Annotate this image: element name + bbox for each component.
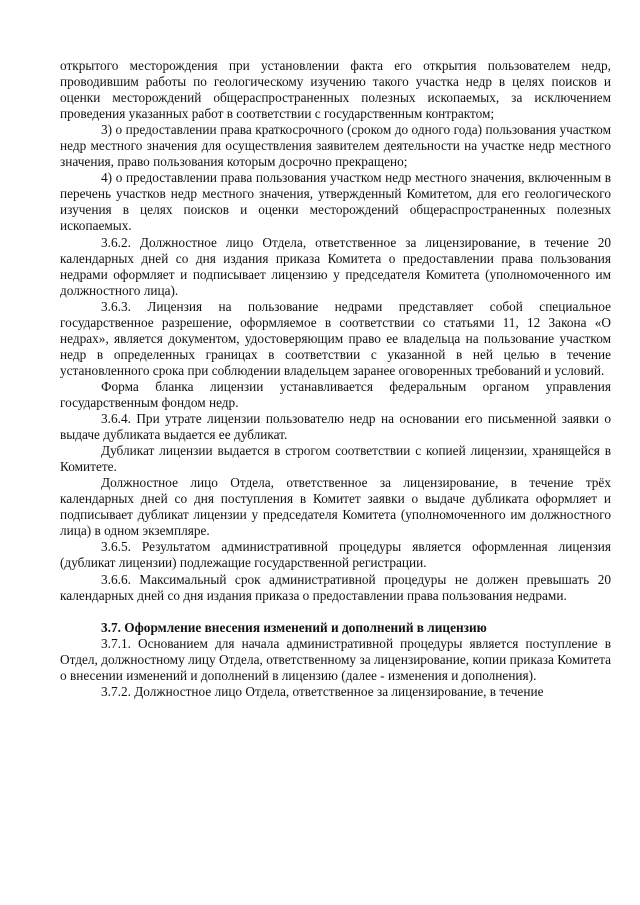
- paragraph: 3) о предоставлении права краткосрочного (сроком до одного года) пользования участком недр местного значения для осуществления заявителем деятельности на участке недр местного значения, право пользования которым досрочно прекращено;: [60, 122, 611, 170]
- paragraph: 3.6.5. Результатом административной процедуры является оформленная лицензия (дубликат лицензии) подлежащие государственной регистрации.: [60, 539, 611, 571]
- paragraph: Форма бланка лицензии устанавливается федеральным органом управления государственным фондом недр.: [60, 378, 611, 410]
- blank-line: [60, 604, 611, 620]
- paragraph: Дубликат лицензии выдается в строгом соответствии с копией лицензии, хранящейся в Комитете.: [60, 443, 611, 475]
- paragraph: 3.6.2. Должностное лицо Отдела, ответственное за лицензирование, в течение 20 календарных дней со дня издания приказа Комитета о предоставлении права пользования недрами оформляет и подписывает лицензию у председателя Комитета (уполномоченного им должностного лица).: [60, 234, 611, 298]
- paragraph: 3.7.1. Основанием для начала административной процедуры является поступление в Отдел, должностному лицу Отдела, ответственному за лицензирование, копии приказа Комитета о внесении изменений и дополнений в лицензию (далее - изменения и дополнения).: [60, 635, 611, 683]
- paragraph: 3.6.4. При утрате лицензии пользователю недр на основании его письменной заявки о выдаче дубликата выдается ее дубликат.: [60, 411, 611, 443]
- section-heading: 3.7. Оформление внесения изменений и дополнений в лицензию: [101, 619, 487, 635]
- paragraph: 3.6.6. Максимальный срок административной процедуры не должен превышать 20 календарных дней со дня издания приказа о предоставлении права пользования недрами.: [60, 571, 611, 603]
- paragraph: 3.6.3. Лицензия на пользование недрами представляет собой специальное государственное разрешение, оформляемое в соответствии со статьями 11, 12 Закона «О недрах», является документом, удостоверяющим право ее владельца на пользование участком недр в определенных границах в соответствии с указанной в ней целью в течение установленного срока при соблюдении владельцем заранее оговоренных требований и условий.: [60, 298, 611, 378]
- document-body: [60, 58, 611, 700]
- paragraph: 4) о предоставлении права пользования участком недр местного значения, включенным в перечень участков недр местного значения, утвержденный Комитетом, для его геологического изучения в целях поисков и оценки месторождений общераспространенных полезных ископаемых.: [60, 170, 611, 234]
- paragraph: 3.7.2. Должностное лицо Отдела, ответственное за лицензирование, в течение: [101, 683, 544, 699]
- paragraph: Должностное лицо Отдела, ответственное за лицензирование, в течение трёх календарных дней со дня поступления в Комитет заявки о выдаче дубликата оформляет и подписывает дубликат лицензии у председателя Комитета (уполномоченного им должностного лица) в одном экземпляре.: [60, 475, 611, 539]
- paragraph: открытого месторождения при установлении факта его открытия пользователем недр, проводившим работы по геологическому изучению такого участка недр в целях поисков и оценки месторождений общераспространенных полезных ископаемых, за исключением проведения указанных работ в соответствии с государственным контрактом;: [60, 58, 611, 122]
